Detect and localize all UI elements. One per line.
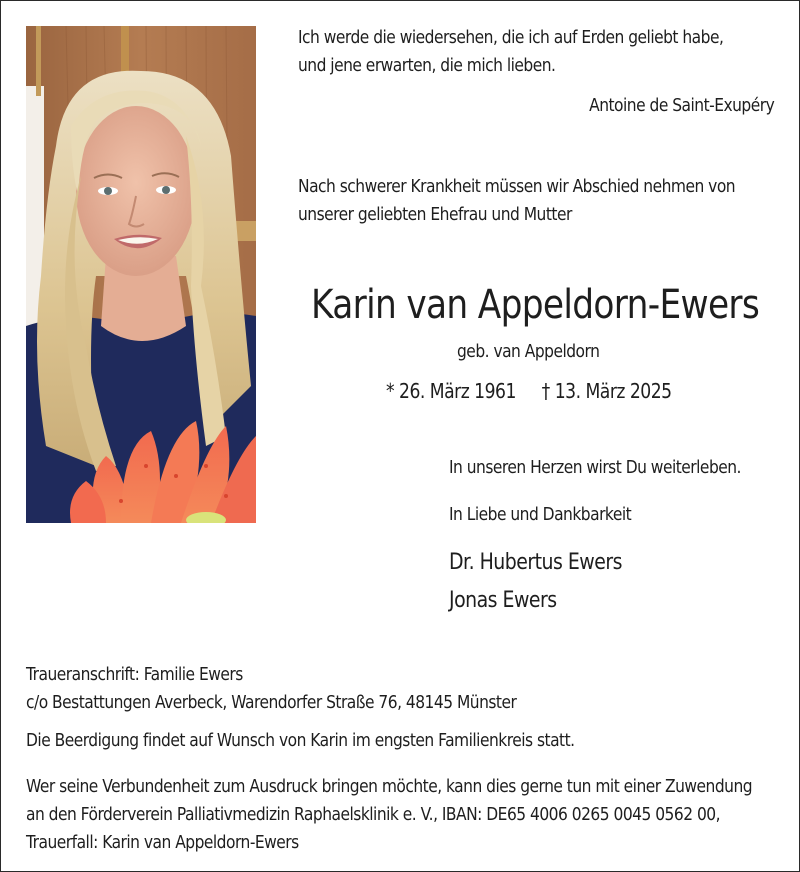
heart-line: In unseren Herzen wirst Du weiterleben. [449,457,741,478]
death-date: † 13. März 2025 [541,379,672,403]
donation-line: an den Förderverein Palliativmedizin Raphaelsklinik e. V., IBAN: DE65 4006 0265 0045 0562 00, [26,804,721,825]
address-line: c/o Bestattungen Averbeck, Warendorfer Straße 76, 48145 Münster [26,692,517,713]
birth-date: * 26. März 1961 [386,379,516,403]
quote-author: Antoine de Saint-Exupéry [588,95,774,116]
donation-line: Wer seine Verbundenheit zum Ausdruck bringen möchte, kann dies gerne tun mit einer Zuwendung [26,776,753,797]
portrait-image [26,26,256,523]
quote [298,24,723,80]
deceased-name: Karin van Appeldorn-Ewers [311,282,760,328]
quote-line: und jene erwarten, die mich lieben. [298,55,556,76]
maiden-name: geb. van Appeldorn [457,341,600,362]
mourning-address [26,661,516,717]
portrait-photo [26,26,256,523]
donation-note [26,773,752,857]
quote-line: Ich werde die wiedersehen, die ich auf Erden geliebt habe, [298,27,724,48]
signatory: Dr. Hubertus Ewers [449,550,622,575]
love-line: In Liebe und Dankbarkeit [449,504,632,525]
life-dates [386,379,672,403]
signatory: Jonas Ewers [449,588,557,613]
address-line: Traueranschrift: Familie Ewers [26,664,243,685]
donation-line: Trauerfall: Karin van Appeldorn-Ewers [26,832,299,853]
intro-line: Nach schwerer Krankheit müssen wir Abschied nehmen von [298,176,736,197]
intro-text [298,173,735,229]
intro-line: unserer geliebten Ehefrau und Mutter [298,204,572,225]
burial-note: Die Beerdigung findet auf Wunsch von Karin im engsten Familienkreis statt. [26,730,575,751]
